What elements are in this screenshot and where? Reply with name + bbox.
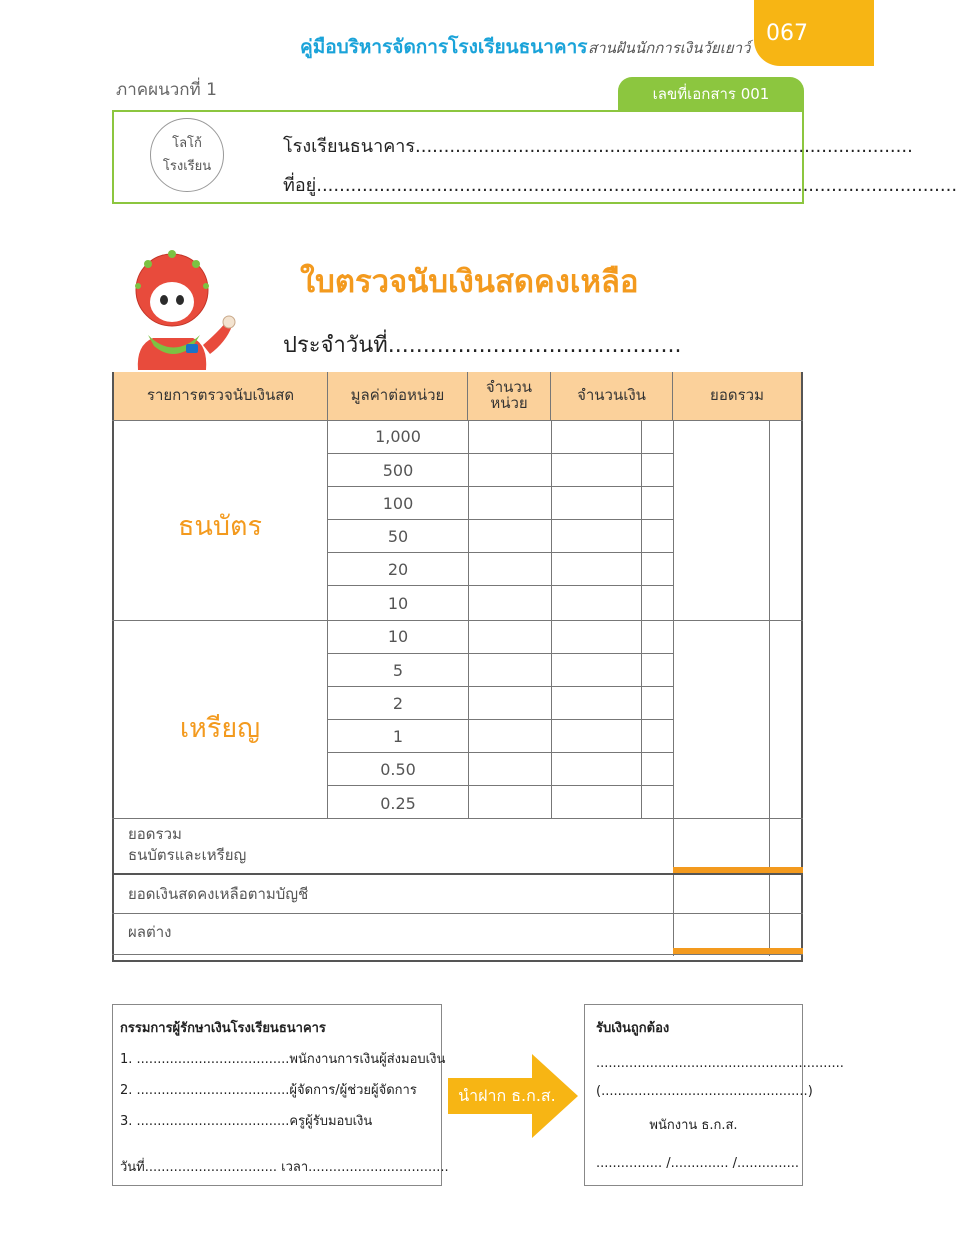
grid-line [327, 686, 673, 687]
header-bottom-line [112, 420, 803, 421]
coin-value: 5 [392, 661, 404, 680]
coins-label: เหรียญ [179, 713, 261, 744]
banknote-value: 50 [387, 527, 409, 546]
appendix-label: ภาคผนวกที่ 1 [116, 80, 217, 100]
receipt-signature-line[interactable]: ............................................................ [596, 1056, 844, 1071]
total-notes-coins-label [128, 824, 246, 866]
committee-date-time[interactable]: วันที่................................ เวลา.................................. [120, 1160, 449, 1175]
logo-line-1: โลโก้ [172, 135, 202, 151]
header-item: รายการตรวจนับเงินสด [114, 372, 328, 420]
grid-line [641, 420, 642, 818]
difference-underline [673, 948, 803, 954]
deposit-label: นำฝาก ธ.ก.ส. [458, 1086, 556, 1105]
grid-line [327, 653, 673, 654]
banknote-value: 1,000 [375, 427, 421, 446]
grid-line [112, 913, 803, 914]
coin-value: 1 [392, 727, 404, 746]
book-balance-label: ยอดเงินสดคงเหลือตามบัญชี [128, 885, 309, 903]
total-label-line2: ธนบัตรและเหรียญ [128, 846, 247, 864]
grid-line [112, 954, 803, 955]
receipt-title: รับเงินถูกต้อง [596, 1021, 670, 1036]
committee-line-3[interactable]: 3. .....................................ครูผู้รับมอบเงิน [120, 1114, 373, 1129]
grid-line [327, 585, 673, 586]
header-total: ยอดรวม [673, 372, 801, 420]
banknote-value: 20 [387, 560, 409, 579]
receipt-position: พนักงาน ธ.ก.ส. [649, 1118, 738, 1133]
header-quantity: จำนวน หน่วย [468, 372, 551, 420]
committee-line-1[interactable]: 1. .....................................พนักงานการเงินผู้ส่งมอบเงิน [120, 1052, 446, 1067]
manual-subtitle: สานฝันนักการเงินวัยเยาว์ [588, 39, 751, 57]
date-field[interactable]: ประจำวันที่.......................................... [283, 333, 682, 358]
grid-line [769, 420, 770, 956]
grid-line [112, 873, 803, 875]
committee-line-2[interactable]: 2. .....................................ผู้จัดการ/ผู้ช่วยผู้จัดการ [120, 1083, 417, 1098]
mascot-illustration [108, 250, 238, 375]
coin-value: 0.25 [380, 794, 416, 813]
grid-line [327, 785, 673, 786]
banknote-value: 10 [387, 594, 409, 613]
total-label-line1: ยอดรวม [128, 825, 182, 843]
header-amount: จำนวนเงิน [551, 372, 673, 420]
logo-line-2: โรงเรียน [162, 159, 212, 174]
page-number: 067 [754, 0, 874, 66]
banknote-value: 100 [382, 494, 414, 513]
grid-line [673, 420, 674, 956]
form-title: ใบตรวจนับเงินสดคงเหลือ [300, 264, 639, 300]
grid-line [327, 453, 673, 454]
grid-line [327, 552, 673, 553]
banknote-value: 500 [382, 461, 414, 480]
grid-line [112, 818, 803, 819]
document-number-tab: เลขที่เอกสาร 001 [618, 77, 804, 110]
coin-value: 0.50 [380, 760, 416, 779]
difference-label: ผลต่าง [128, 923, 172, 941]
header-unit-value: มูลค่าต่อหน่วย [328, 372, 468, 420]
school-name-field[interactable]: โรงเรียนธนาคาร....................................................................................... [283, 136, 913, 157]
coin-value: 2 [392, 694, 404, 713]
receipt-name-line[interactable]: (..................................................) [596, 1084, 813, 1099]
total-underline [673, 867, 803, 873]
school-logo-placeholder [150, 118, 224, 192]
coin-value: 10 [387, 627, 409, 646]
grid-line [112, 620, 803, 621]
manual-title: คู่มือบริหารจัดการโรงเรียนธนาคาร [300, 36, 588, 58]
receipt-date-line[interactable]: ................ /.............. /............... [596, 1156, 799, 1171]
grid-line [327, 519, 673, 520]
grid-line [327, 719, 673, 720]
banknotes-label: ธนบัตร [177, 511, 263, 542]
grid-line [327, 486, 673, 487]
grid-line [327, 752, 673, 753]
grid-line [551, 420, 552, 818]
committee-title: กรรมการผู้รักษาเงินโรงเรียนธนาคาร [120, 1021, 326, 1036]
address-field[interactable]: ที่อยู่................................................................................................................ [283, 175, 957, 196]
grid-line [468, 420, 469, 818]
